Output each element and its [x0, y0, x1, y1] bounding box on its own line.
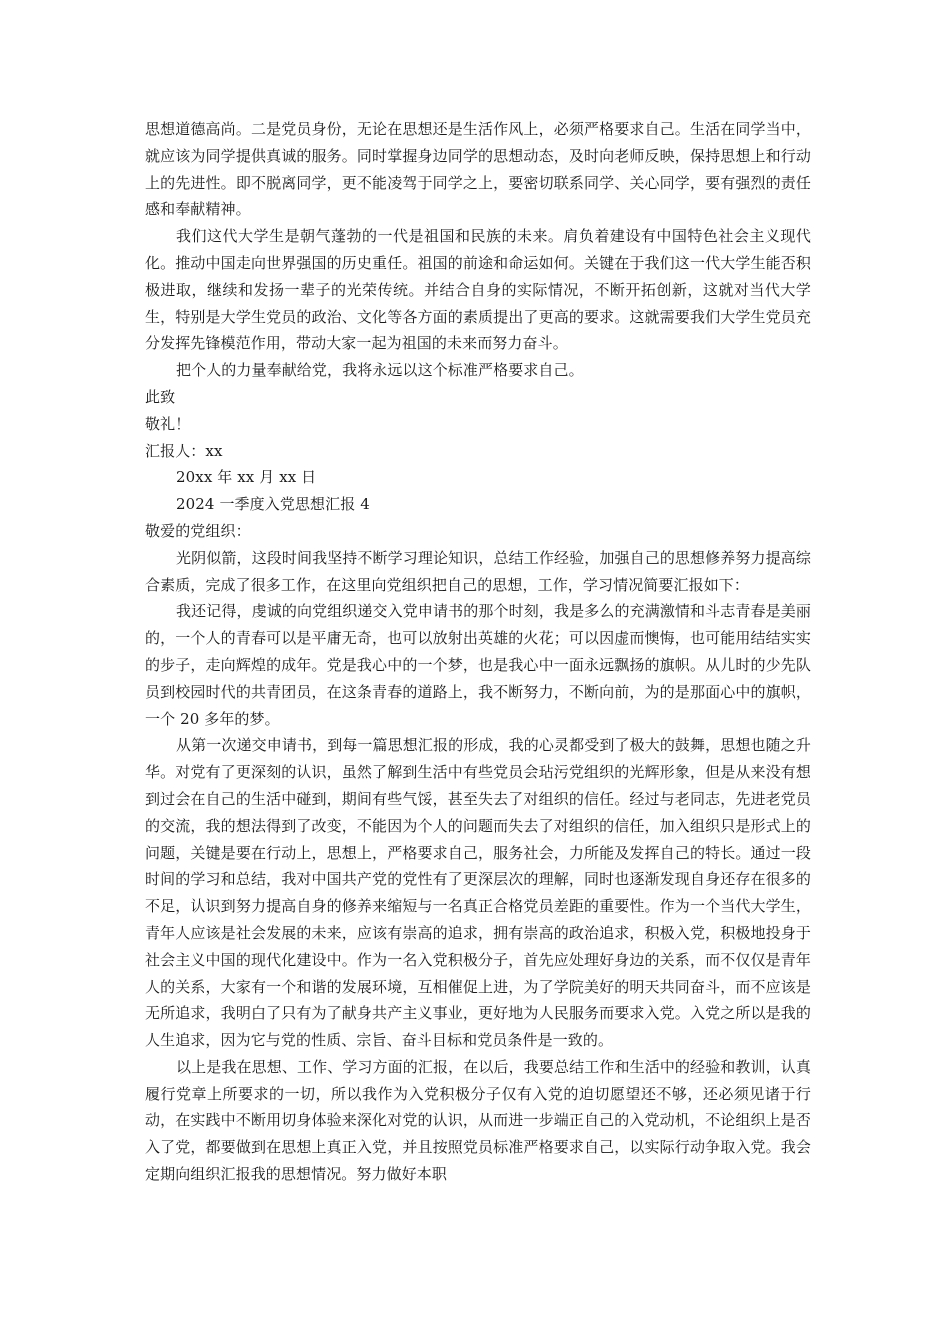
body-paragraph-intro: 光阴似箭，这段时间我坚持不断学习理论知识，总结工作经验，加强自己的思想修养努力提高综合素质，完成了很多工作，在这里向党组织把自己的思想，工作，学习情况简要汇报如下： — [145, 548, 811, 594]
section-title: 2024 一季度入党思想汇报 4 — [176, 495, 370, 514]
reporter-line: 汇报人：xx — [145, 441, 223, 460]
paragraph-generation: 我们这代大学生是朝气蓬勃的一代是祖国和民族的未来。肩负着建设有中国特色社会主义现代化。推动中国走向世界强国的历史重任。祖国的前途和命运如何。关键在于我们这一代大学生能否积极进取，继续和发扬一辈子的光荣传统。并结合自身的实际情况，不断开拓创新，这就对当代大学生，特别是大学生党员的政治、文化等各方面的素质提出了更高的要求。这就需要我们大学生党员充分发挥先锋模范作用，带动大家一起为祖国的未来而努力奋斗。 — [145, 227, 811, 353]
closing-salute-2: 敬礼！ — [145, 414, 191, 433]
body-paragraph-growth: 从第一次递交申请书，到每一篇思想汇报的形成，我的心灵都受到了极大的鼓舞，思想也随之升华。对党有了更深刻的认识，虽然了解到生活中有些党员会玷污党组织的光辉形象，但是从来没有想到过会在自己的生活中碰到，期间有些气馁，甚至失去了对组织的信任。经过与老同志，先进老党员的交流，我的想法得到了改变，不能因为个人的问题而失去了对组织的信任，加入组织只是形式上的问题，关键是要在行动上，思想上，严格要求自己，服务社会，力所能及发挥自己的特长。通过一段时间的学习和总结，我对中国共产党的党性有了更深层次的理解，同时也逐渐发现自身还存在很多的不足，认识到努力提高自身的修养来缩短与一名真正合格党员差距的重要性。作为一个当代大学生，青年人应该是社会发展的未来，应该有崇高的追求，拥有崇高的政治追求，积极入党，积极地投身于社会主义中国的现代化建设中。作为一名入党积极分子，首先应处理好身边的关系，而不仅仅是青年人的关系，大家有一个和谐的发展环境，互相催促上进，为了学院美好的明天共同奋斗，而不应该是无所追求，我明白了只有为了献身共产主义事业，更好地为人民服务而要求入党。入党之所以是我的人生追求，因为它与党的性质、宗旨、奋斗目标和党员条件是一致的。 — [145, 736, 811, 1050]
body-paragraph-memory: 我还记得，虔诚的向党组织递交入党申请书的那个时刻，我是多么的充满激情和斗志青春是美丽的，一个人的青春可以是平庸无奇，也可以放射出英雄的火花；可以因虚而懊悔，也可能用结结实实的步子，走向辉煌的成年。党是我心中的一个梦，也是我心中一面永远飘扬的旗帜。从儿时的少先队员到校园时代的共青团员，在这条青春的道路上，我不断努力，不断向前，为的是那面心中的旗帜，一个 20 多年的梦。 — [145, 602, 811, 728]
date-line: 20xx 年 xx 月 xx 日 — [176, 468, 317, 487]
closing-salute-1: 此致 — [145, 387, 176, 406]
body-paragraph-summary: 以上是我在思想、工作、学习方面的汇报，在以后，我要总结工作和生活中的经验和教训，认真履行党章上所要求的一切，所以我作为入党积极分子仅有入党的迫切愿望还不够，还必须见诸于行动，在实践中不断用切身体验来深化对党的认识，从而进一步端正自己的入党动机，不论组织上是否入了党，都要做到在思想上真正入党，并且按照党员标准严格要求自己，以实际行动争取入党。我会定期向组织汇报我的思想情况。努力做好本职 — [145, 1057, 811, 1184]
document-page — [145, 116, 811, 1188]
paragraph-dedication: 把个人的力量奉献给党，我将永远以这个标准严格要求自己。 — [176, 361, 584, 380]
greeting-line: 敬爱的党组织： — [145, 521, 251, 540]
paragraph-continued: 思想道德高尚。二是党员身份，无论在思想还是生活作风上，必须严格要求自己。生活在同学当中，就应该为同学提供真诚的服务。同时掌握身边同学的思想动态，及时向老师反映，保持思想上和行动上的先进性。即不脱离同学，更不能凌驾于同学之上，要密切联系同学、关心同学，要有强烈的责任感和奉献精神。 — [145, 120, 811, 219]
